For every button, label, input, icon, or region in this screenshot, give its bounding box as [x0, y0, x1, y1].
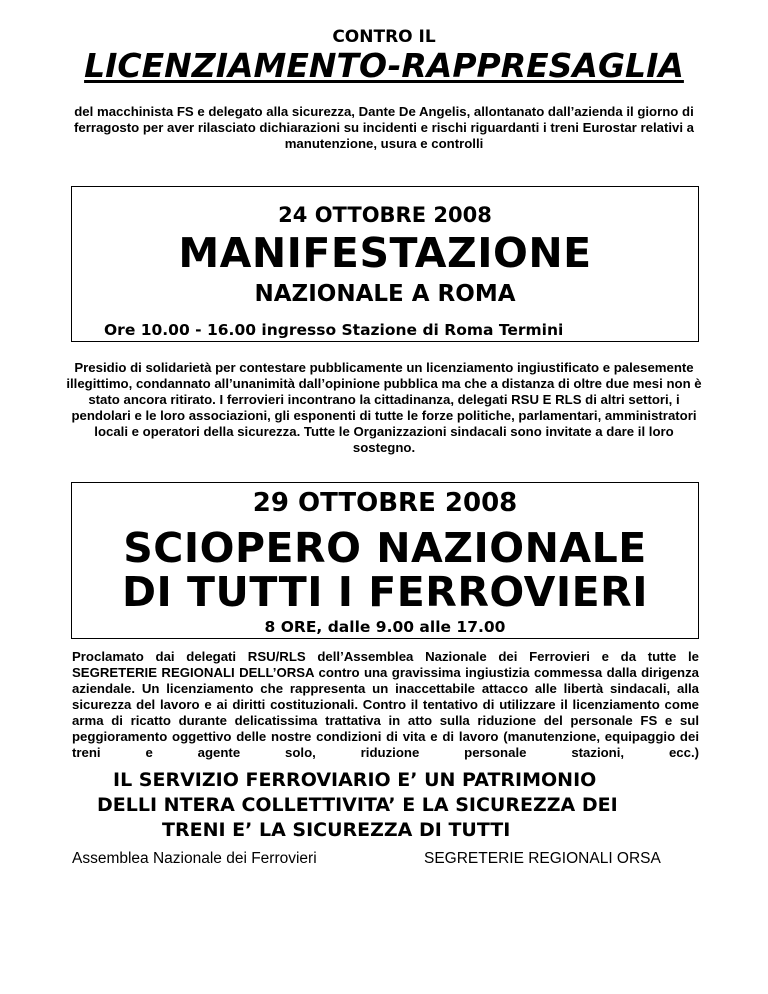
event-time: Ore 10.00 - 16.00 ingresso Stazione di Roma Termini: [104, 321, 564, 339]
footer-signature-right: SEGRETERIE REGIONALI ORSA: [424, 850, 661, 867]
event-title: MANIFESTAZIONE: [178, 229, 592, 277]
event-title: SCIOPERO NAZIONALE: [123, 524, 647, 572]
event-box-sciopero: [71, 482, 699, 639]
intro-paragraph: del macchinista FS e delegato alla sicurezza, Dante De Angelis, allontanato dall’azienda il giorno di ferragosto per aver rilasciato dichiarazioni su incidenti e rischi riguardanti i treni Eurostar relativi a manutenzione, usura e controlli: [73, 104, 694, 151]
event-date: 24 OTTOBRE 2008: [278, 203, 492, 227]
slogan-line: DELLI NTERA COLLETTIVITA’ E LA SICUREZZA DEI: [97, 794, 618, 816]
presidio-paragraph: Presidio di solidarietà per contestare pubblicamente un licenziamento ingiustificato e palesemente illegittimo, condannato all’unanimità dall’opinione pubblica ma che a distanza di oltre due mesi non è stato ancora ritirato. I ferrovieri incontrano la cittadinanza, delegati RSU E RLS di altri settori, i pendolari e le loro associazioni, gli esponenti di tutte le forze politiche, parlamentari, amministratori locali e operatori della sicurezza. Tutte le Organizzazioni sindacali sono invitate a dare il loro sostegno.: [66, 360, 702, 455]
slogan-line: IL SERVIZIO FERROVIARIO E’ UN PATRIMONIO: [113, 769, 597, 791]
slogan-line: TRENI E’ LA SICUREZZA DI TUTTI: [162, 819, 511, 841]
pre-title: CONTRO IL: [332, 27, 436, 47]
proclamato-paragraph: Proclamato dai delegati RSU/RLS dell’Assemblea Nazionale dei Ferrovieri e da tutte le SEGRETERIE REGIONALI DELL’ORSA contro una gravissima ingiustizia commessa dalla dirigenza aziendale. Un licenziamento che rappresenta un inaccettabile attacco alle libertà sindacali, alla sicurezza del lavoro e ai diritti costituzionali. Contro il tentativo di utilizzare il licenziamento come arma di ricatto durante delicatissima trattativa in atto sulla riduzione del personale FS e sul peggioramento oggettivo delle nostre condizioni di vita e di lavoro (manutenzione, equipaggio dei treni e agente solo, riduzione personale stazioni, ecc.): [72, 649, 699, 760]
event-subtitle: NAZIONALE A ROMA: [254, 281, 516, 307]
event-subtitle: DI TUTTI I FERROVIERI: [122, 568, 648, 616]
footer-signature-left: Assemblea Nazionale dei Ferrovieri: [72, 850, 317, 867]
page-title: LICENZIAMENTO-RAPPRESAGLIA: [84, 46, 684, 85]
event-date: 29 OTTOBRE 2008: [252, 488, 518, 518]
event-box-manifestazione: [71, 186, 699, 342]
event-time: 8 ORE, dalle 9.00 alle 17.00: [264, 618, 506, 636]
